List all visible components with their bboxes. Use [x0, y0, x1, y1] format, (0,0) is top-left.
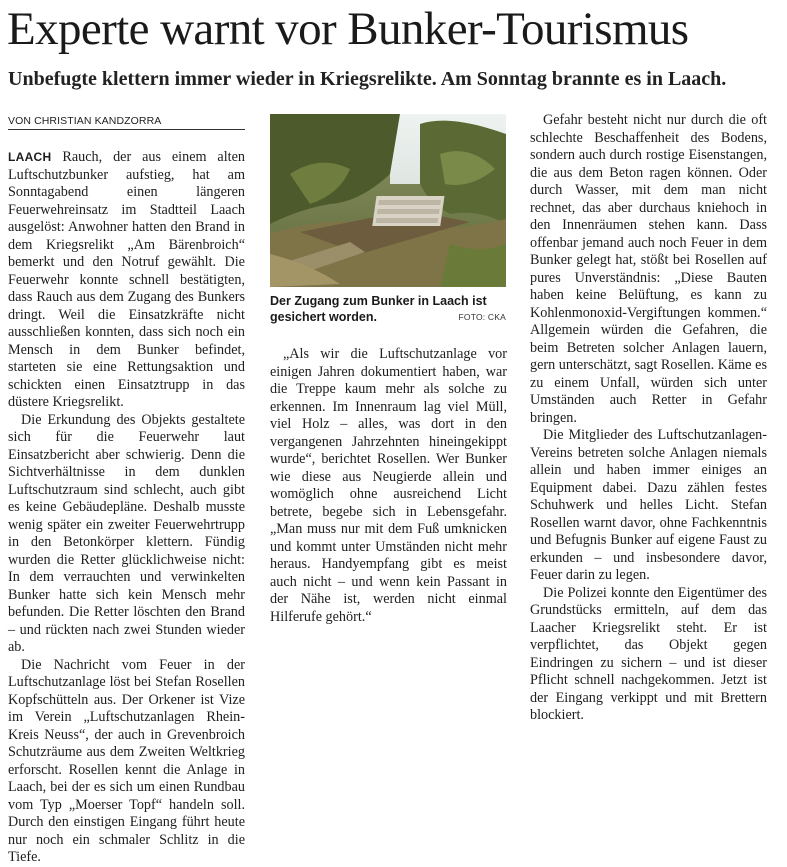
paragraph-3: Die Nachricht vom Feuer in der Luftschutzanlage löst bei Stefan Rosellen Kopfschütteln aus. Der Orkener ist Vize im Verein „Luftschutzanlagen Rhein-Kreis Neuss“, der auch in Grevenbroich Schutzräume aus dem Zweiten Weltkrieg erforscht. Rosellen kennt die Anlage in Laach, bei der es sich um einen Rundbau vom Typ „Moerser Topf“ handeln soll. Durch den einstigen Eingang führt heute nur noch ein schmaler Schlitz in die Tiefe.: [8, 656, 245, 865]
photo-credit: FOTO: CKA: [458, 312, 506, 322]
paragraph-6: Die Mitglieder des Luftschutzanlagen-Vereins betreten solche Anlagen niemals allein und haben immer einiges an Equipment dabei. Dazu zählen festes Schuhwerk und helles Licht. Stefan Rosellen warnt davor, ohne Fachkenntnis und Befugnis Bunker auf eigene Faust zu erkunden – und insbesondere davor, Feuer darin zu legen.: [530, 427, 767, 583]
column-1: [8, 149, 245, 867]
photo-caption: [270, 293, 506, 325]
bunker-photo: [270, 114, 506, 287]
dateline: LAACH: [8, 150, 52, 164]
paragraph-1-text: Rauch, der aus einem alten Luftschutzbunker aufstieg, hat am Sonntagabend einen längeren Feuerwehreinsatz im Stadtteil Laach ausgelöst: Anwohner hatten den Brand in dem Kriegsrelikt „Am Bärenbroich“ bemerkt und den Notruf gewählt. Die Feuerwehr konnte schnell bestätigten, dass Rauch aus dem Zugang des Bunkers dringt. Weil die Einsatzkräfte nicht ausschließen konnten, dass sich noch ein Mensch in dem Bunker befindet, starteten sie eine Rettungsaktion und schickten einen Einsatztrupp in das düstere Kriegsrelikt.: [8, 149, 245, 410]
caption-text: Der Zugang zum Bunker in Laach ist gesichert worden.: [270, 294, 487, 324]
paragraph-2: Die Erkundung des Objekts gestaltete sich für die Feuerwehr laut Einsatzbericht aber schwierig. Denn die Sichtverhältnisse in dem dunklen Luftschutzraum sind schlecht, auch gibt es keine Gebäudepläne. Deshalb musste wenig später ein zweiter Feuerwehrtrupp in den Betonkörper klettern. Fündig wurden die Retter glücklichweise nicht: In dem verrauchten und verwinkelten Bunker hatte sich kein Mensch mehr befunden. Die Retter löschten den Brand – und rückten nach zwei Stunden wieder ab.: [8, 411, 245, 655]
headline: Experte warnt vor Bunker-Tourismus: [7, 3, 689, 55]
column-2: [270, 346, 507, 626]
paragraph-7: Die Polizei konnte den Eigentümer des Grundstücks ermitteln, auf dem das Laacher Kriegsrelikt steht. Er ist verpflichtet, das Objekt gegen Eindringen zu sichern – und ist dieser Pflicht schnell nachgekommen. Jetzt ist der Eingang verkippt und mit Brettern blockiert.: [530, 584, 767, 723]
column-3: [530, 112, 767, 725]
subheadline: Unbefugte klettern immer wieder in Kriegsrelikte. Am Sonntag brannte es in Laach.: [8, 68, 727, 90]
paragraph-1: [8, 149, 245, 412]
paragraph-4: „Als wir die Luftschutzanlage vor einigen Jahren dokumentiert haben, war die Treppe kaum mehr als solche zu erkennen. Im Innenraum lag viel Müll, viel Holz – alles, was dort in den vergangenen Jahrzehnten hineingekippt wurde“, berichtet Rosellen. Wer Bunker wie diese aus Neugierde allein und womöglich ohne ausreichend Licht betrete, begebe sich in Lebensgefahr. „Man muss nur mit dem Fuß umknicken und kommt unter Umständen nicht mehr heraus. Handyempfang gibt es meist auch nicht – und wenn kein Passant in der Nähe ist, werden nicht einmal Hilferufe gehört.“: [270, 346, 507, 625]
paragraph-5: Gefahr besteht nicht nur durch die oft schlechte Beschaffenheit des Bodens, sondern auch durch rostige Eisenstangen, die aus dem Beton ragen können. Oder durch Wasser, mit dem man nicht rechnet, das aber durchaus kniehoch in den Innenräumen stehen kann. Dass offenbar jemand auch noch Feuer in dem Bunker gelegt hat, stößt bei Rosellen auf pures Unverständnis: „Diese Bauten haben keine Belüftung, es kann zu Kohlenmonoxid-Vergiftungen kommen.“ Allgemein würden die Gefahren, die beim Betreten solcher Anlagen lauern, gern unterschätzt, sagt Rosellen. Käme es zu einem Unfall, würden sich unter Umständen auch Retter in Gefahr bringen.: [530, 112, 767, 426]
byline: VON CHRISTIAN KANDZORRA: [8, 114, 245, 130]
